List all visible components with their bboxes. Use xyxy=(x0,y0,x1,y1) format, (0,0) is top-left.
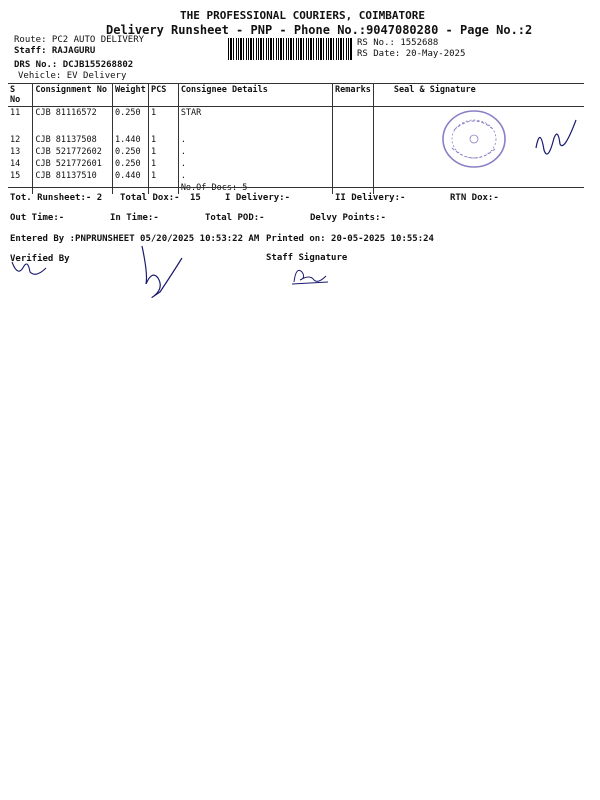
cell-details: . xyxy=(178,158,332,170)
cell-consignment: CJB 81116572 xyxy=(33,107,113,135)
cell-consignment: CJB 521772602 xyxy=(33,146,113,158)
out-time: Out Time:- xyxy=(10,213,65,223)
col-weight: Weight xyxy=(113,84,149,107)
company-name: THE PROFESSIONAL COURIERS, COIMBATORE xyxy=(180,9,426,22)
rs-date: RS Date: 20-May-2025 xyxy=(357,49,466,59)
entered-by: Entered By :PNPRUNSHEET 05/20/2025 10:53:22 AM xyxy=(10,234,260,244)
cell-details: . xyxy=(178,146,332,158)
col-sno: S No xyxy=(8,84,33,107)
cell-details: STAR xyxy=(178,107,332,135)
ii-delivery: II Delivery:- xyxy=(335,193,406,203)
cell-sno: 14 xyxy=(10,159,21,169)
runsheet-title: Delivery Runsheet - PNP - Phone No.:9047080280 - Page No.:2 xyxy=(106,23,533,37)
total-pod: Total POD:- xyxy=(205,213,265,223)
route: Route: PC2 AUTO DELIVERY xyxy=(14,35,145,45)
cell-sno: 11 xyxy=(10,108,21,118)
cell-pcs: 1 xyxy=(148,158,178,170)
cell-consignment: CJB 81137510 xyxy=(33,170,113,182)
staff-signature-icon xyxy=(290,264,330,286)
cell-pcs: 1 xyxy=(148,146,178,158)
tot-runsheet: Tot. Runsheet:- 2 xyxy=(10,193,103,203)
cell-weight: 0.250 xyxy=(113,158,149,170)
total-dox-label: Total Dox:- xyxy=(120,193,180,203)
rs-number: RS No.: 1552688 xyxy=(357,38,439,48)
staff: Staff: RAJAGURU xyxy=(14,46,96,56)
verifier-initials-icon xyxy=(10,258,50,280)
col-remarks: Remarks xyxy=(333,84,374,107)
table-row xyxy=(8,170,584,182)
staff-signature-label: Staff Signature xyxy=(266,253,348,263)
cell-sno: 13 xyxy=(10,147,21,157)
cell-weight: 0.250 xyxy=(113,107,149,135)
cell-weight: 0.250 xyxy=(113,146,149,158)
table-header-row xyxy=(8,84,584,107)
barcode-icon xyxy=(228,38,352,60)
printed-on: Printed on: 20-05-2025 10:55:24 xyxy=(266,234,434,244)
cell-pcs: 1 xyxy=(148,107,178,135)
delvy-points: Delvy Points:- xyxy=(310,213,386,223)
cell-details: . xyxy=(178,134,332,146)
cell-pcs: 1 xyxy=(148,134,178,146)
cell-consignment: CJB 81137508 xyxy=(33,134,113,146)
vehicle: Vehicle: EV Delivery xyxy=(18,71,127,81)
in-time: In Time:- xyxy=(110,213,159,223)
drs-number: DRS No.: DCJB155268802 xyxy=(14,60,134,70)
cell-pcs: 1 xyxy=(148,170,178,182)
total-dox-value: 15 xyxy=(190,193,201,203)
col-consignment: Consignment No xyxy=(33,84,113,107)
cell-consignment: CJB 521772601 xyxy=(33,158,113,170)
signature-icon xyxy=(530,118,580,163)
cell-weight: 0.440 xyxy=(113,170,149,182)
cell-weight: 1.440 xyxy=(113,134,149,146)
no-of-docs: No.Of Docs: 5 xyxy=(178,182,332,194)
seal-stamp-icon xyxy=(440,108,510,170)
col-consignee: Consignee Details xyxy=(178,84,332,107)
rtn-dox: RTN Dox:- xyxy=(450,193,499,203)
verified-by-label: Verified By xyxy=(10,254,70,264)
col-seal: Seal & Signature xyxy=(373,84,584,107)
col-pcs: PCS xyxy=(148,84,178,107)
verifier-signature-icon xyxy=(138,244,188,300)
cell-sno: 12 xyxy=(10,135,21,145)
i-delivery: I Delivery:- xyxy=(225,193,291,203)
cell-details: . xyxy=(178,170,332,182)
cell-sno: 15 xyxy=(10,171,21,181)
table-bottom-rule xyxy=(8,187,584,188)
